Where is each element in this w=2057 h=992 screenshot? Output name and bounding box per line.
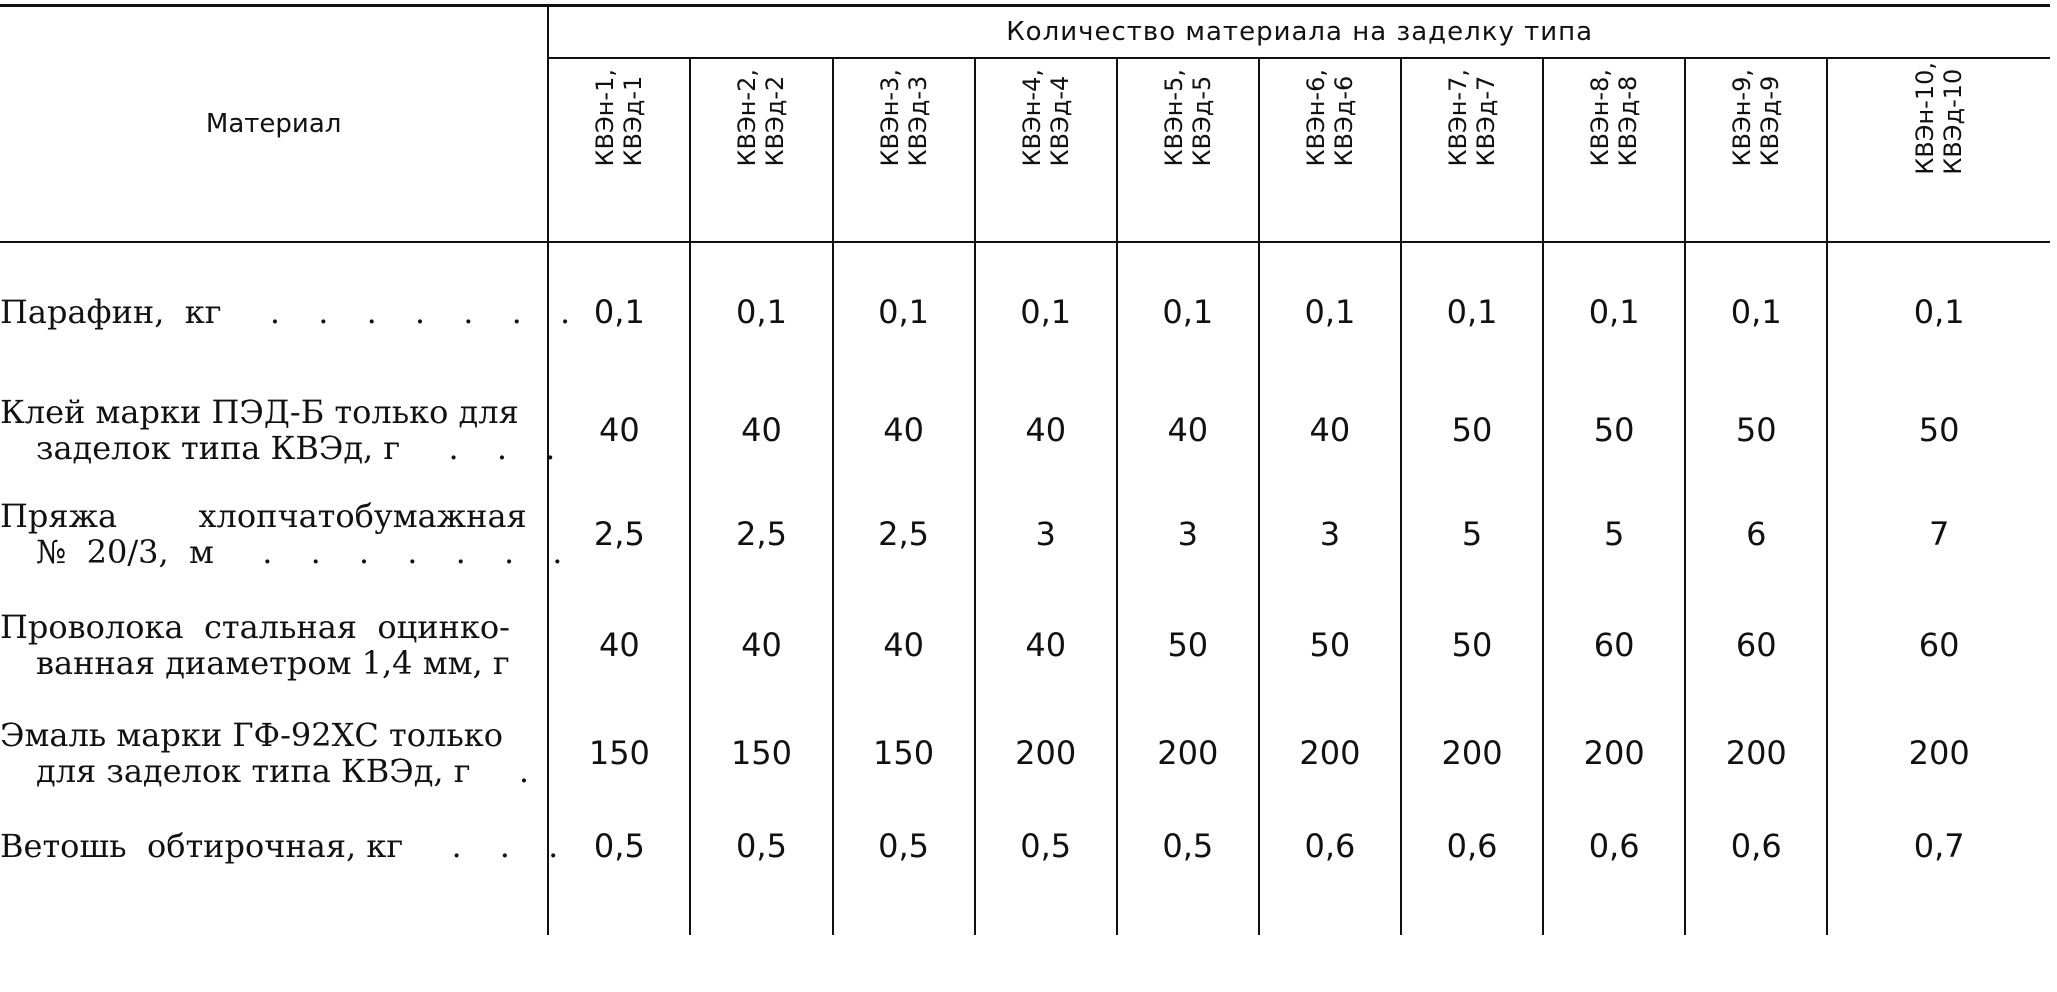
table-row [0, 381, 2050, 479]
type-header-6 [1259, 58, 1401, 242]
type-header-3 [833, 58, 975, 242]
quantity-cell: 0,1 [548, 242, 690, 381]
quantity-cell: 40 [548, 589, 690, 701]
type-label: КВЭн-9, КВЭд-9 [1728, 69, 1785, 167]
quantity-cell: 200 [975, 701, 1117, 805]
quantity-cell: 50 [1827, 381, 2050, 479]
table-row [0, 805, 2050, 887]
material-name: Клей марки ПЭД-Б только для заделок типа КВЭд, г . . . [0, 393, 570, 467]
materials-table [0, 4, 2050, 935]
quantity-cell: 0,5 [833, 805, 975, 887]
type-header-2 [690, 58, 832, 242]
quantity-cell: 40 [975, 381, 1117, 479]
quantity-cell: 50 [1543, 381, 1685, 479]
quantity-cell: 50 [1401, 589, 1543, 701]
quantity-cell: 40 [548, 381, 690, 479]
quantity-cell: 0,7 [1827, 805, 2050, 887]
quantity-cell: 3 [1117, 479, 1259, 589]
quantity-cell: 40 [1259, 381, 1401, 479]
type-label: КВЭн-6, КВЭд-6 [1301, 69, 1358, 167]
header-quantity: Количество материала на заделку типа [548, 6, 2050, 59]
quantity-cell: 5 [1401, 479, 1543, 589]
quantity-cell: 0,1 [1543, 242, 1685, 381]
material-name: Парафин, кг . . . . . . . [0, 293, 585, 331]
table-row [0, 479, 2050, 589]
quantity-cell: 0,5 [975, 805, 1117, 887]
quantity-cell: 50 [1259, 589, 1401, 701]
quantity-cell: 200 [1401, 701, 1543, 805]
quantity-cell: 0,1 [1685, 242, 1827, 381]
quantity-cell: 60 [1543, 589, 1685, 701]
quantity-cell: 150 [833, 701, 975, 805]
quantity-cell: 0,5 [548, 805, 690, 887]
quantity-cell: 0,1 [833, 242, 975, 381]
type-label: КВЭн-4, КВЭд-4 [1017, 69, 1074, 167]
quantity-cell: 200 [1827, 701, 2050, 805]
quantity-cell: 7 [1827, 479, 2050, 589]
type-label: КВЭн-8, КВЭд-8 [1586, 69, 1643, 167]
type-label: КВЭн-1, КВЭд-1 [591, 69, 648, 167]
quantity-cell: 50 [1117, 589, 1259, 701]
quantity-cell: 2,5 [548, 479, 690, 589]
table-header [0, 6, 2050, 243]
quantity-cell: 0,6 [1543, 805, 1685, 887]
type-header-4 [975, 58, 1117, 242]
quantity-cell: 6 [1685, 479, 1827, 589]
quantity-cell: 2,5 [690, 479, 832, 589]
material-name: Эмаль марки ГФ-92ХС только для заделок типа КВЭд, г . [0, 716, 544, 790]
type-label: КВЭн-10, КВЭд-10 [1911, 61, 1968, 175]
material-name: Ветошь обтирочная, кг . . . [0, 827, 573, 865]
quantity-cell: 0,5 [690, 805, 832, 887]
type-header-1 [548, 58, 690, 242]
quantity-cell: 60 [1827, 589, 2050, 701]
quantity-cell: 0,1 [1827, 242, 2050, 381]
quantity-cell: 3 [975, 479, 1117, 589]
quantity-cell: 2,5 [833, 479, 975, 589]
quantity-cell: 40 [833, 589, 975, 701]
quantity-cell: 0,1 [1401, 242, 1543, 381]
type-label: КВЭн-3, КВЭд-3 [875, 69, 932, 167]
type-header-7 [1401, 58, 1543, 242]
type-label: КВЭн-7, КВЭд-7 [1444, 69, 1501, 167]
quantity-cell: 0,5 [1117, 805, 1259, 887]
quantity-cell: 0,6 [1259, 805, 1401, 887]
quantity-cell: 40 [975, 589, 1117, 701]
quantity-cell: 0,1 [1117, 242, 1259, 381]
quantity-cell: 200 [1117, 701, 1259, 805]
table-row [0, 701, 2050, 805]
type-label: КВЭн-5, КВЭд-5 [1159, 69, 1216, 167]
quantity-cell: 50 [1685, 381, 1827, 479]
quantity-cell: 5 [1543, 479, 1685, 589]
table-row [0, 242, 2050, 381]
quantity-cell: 40 [833, 381, 975, 479]
quantity-cell: 150 [690, 701, 832, 805]
quantity-cell: 200 [1259, 701, 1401, 805]
quantity-cell: 40 [1117, 381, 1259, 479]
quantity-cell: 0,6 [1685, 805, 1827, 887]
type-label: КВЭн-2, КВЭд-2 [733, 69, 790, 167]
quantity-cell: 40 [690, 381, 832, 479]
table-body [0, 242, 2050, 935]
quantity-cell: 60 [1685, 589, 1827, 701]
header-material: Материал [0, 6, 548, 243]
material-name: Пряжа хлопчатобумажная № 20/3, м . . . . . . . [0, 497, 577, 571]
quantity-cell: 0,6 [1401, 805, 1543, 887]
quantity-cell: 0,1 [690, 242, 832, 381]
quantity-cell: 50 [1401, 381, 1543, 479]
table-tail [0, 887, 2050, 935]
quantity-cell: 200 [1685, 701, 1827, 805]
quantity-cell: 3 [1259, 479, 1401, 589]
type-header-8 [1543, 58, 1685, 242]
quantity-cell: 150 [548, 701, 690, 805]
quantity-cell: 0,1 [1259, 242, 1401, 381]
type-header-5 [1117, 58, 1259, 242]
quantity-cell: 40 [690, 589, 832, 701]
material-name: Проволока стальная оцинко- ванная диаметром 1,4 мм, г [0, 608, 510, 682]
quantity-cell: 0,1 [975, 242, 1117, 381]
quantity-cell: 200 [1543, 701, 1685, 805]
type-header-9 [1685, 58, 1827, 242]
type-header-10 [1827, 58, 2050, 242]
table-row [0, 589, 2050, 701]
